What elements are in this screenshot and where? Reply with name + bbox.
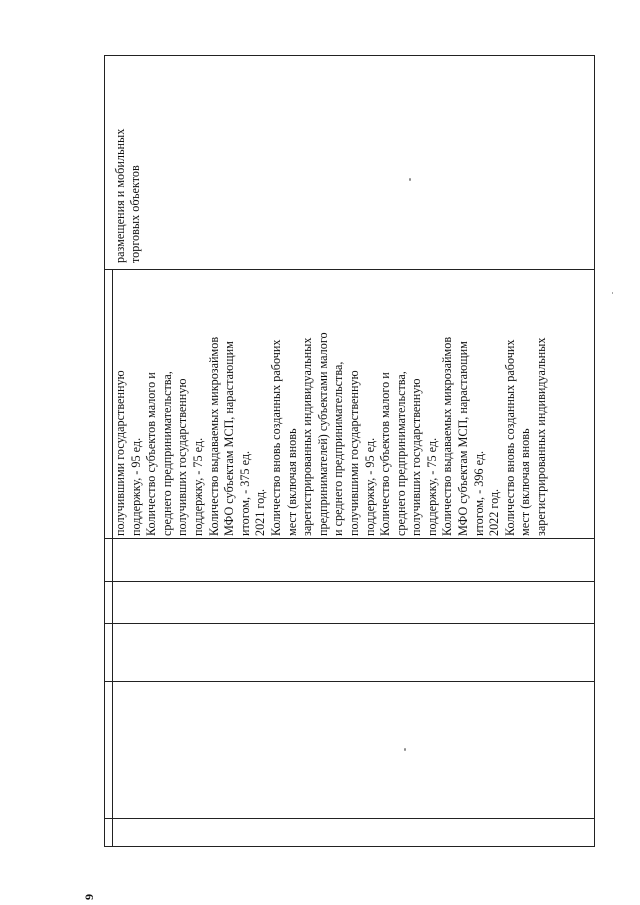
indicator-line: Количество вновь созданных рабочих (502, 339, 517, 536)
indicator-line: поддержку, - 75 ед. (190, 437, 205, 536)
indicator-line: поддержку, - 75 ед. (424, 437, 439, 536)
column-divider-2 (105, 538, 594, 539)
objects-line-2: торговых объектов (128, 165, 143, 263)
indicator-line: получивших государственную (175, 378, 190, 536)
objects-line-1: размещения и мобильных (113, 128, 127, 263)
indicator-line: зарегистрированных индивидуальных (300, 337, 315, 536)
indicator-line: среднего предпринимательства, (393, 371, 408, 536)
indicator-line: среднего предпринимательства, (159, 371, 174, 536)
column-divider-3 (105, 581, 594, 582)
scan-speck (409, 178, 411, 181)
indicator-line: поддержку, - 95 ед. (362, 437, 377, 536)
indicator-line: мест (включая вновь (284, 428, 299, 536)
column-divider-1 (105, 269, 594, 270)
indicator-line: получившими государственную (113, 370, 127, 536)
indicator-line: итогом, - 375 ед. (237, 450, 252, 536)
indicators-cell (113, 332, 550, 536)
indicator-line: Количество вновь созданных рабочих (268, 339, 283, 536)
indicator-line: МФО субъектам МСП, нарастающим (456, 341, 471, 536)
column-divider-5 (105, 681, 594, 682)
indicator-line: 2021 год. (253, 488, 268, 536)
page-number: 9 (82, 894, 96, 900)
indicator-line: 2022 год. (487, 488, 502, 536)
landscape-table (104, 55, 595, 847)
indicator-line: Количество выдаваемых микрозаймов (440, 336, 455, 536)
column-divider-6 (105, 818, 594, 819)
indicator-line: Количество субъектов малого и (378, 372, 393, 536)
indicator-line: и среднего предпринимательства, (331, 361, 346, 536)
indicator-line: итогом, - 396 ед. (471, 450, 486, 536)
indicator-line: предпринимателей) субъектами малого (315, 332, 330, 536)
scan-speck (612, 292, 613, 294)
indicator-line: получивших государственную (409, 378, 424, 536)
indicator-line: мест (включая вновь (518, 428, 533, 536)
indicator-line: Количество субъектов малого и (144, 372, 159, 536)
page-number-container (40, 448, 96, 900)
indicator-line: зарегистрированных индивидуальных (534, 337, 549, 536)
column-divider-4 (105, 623, 594, 624)
scan-speck (404, 748, 406, 751)
indicator-line: поддержку, - 95 ед. (128, 437, 143, 536)
objects-cell (113, 129, 144, 263)
indicator-line: Количество выдаваемых микрозаймов (206, 336, 221, 536)
indicator-line: МФО субъектам МСП, нарастающим (222, 341, 237, 536)
indicator-line: получившими государственную (346, 370, 361, 536)
